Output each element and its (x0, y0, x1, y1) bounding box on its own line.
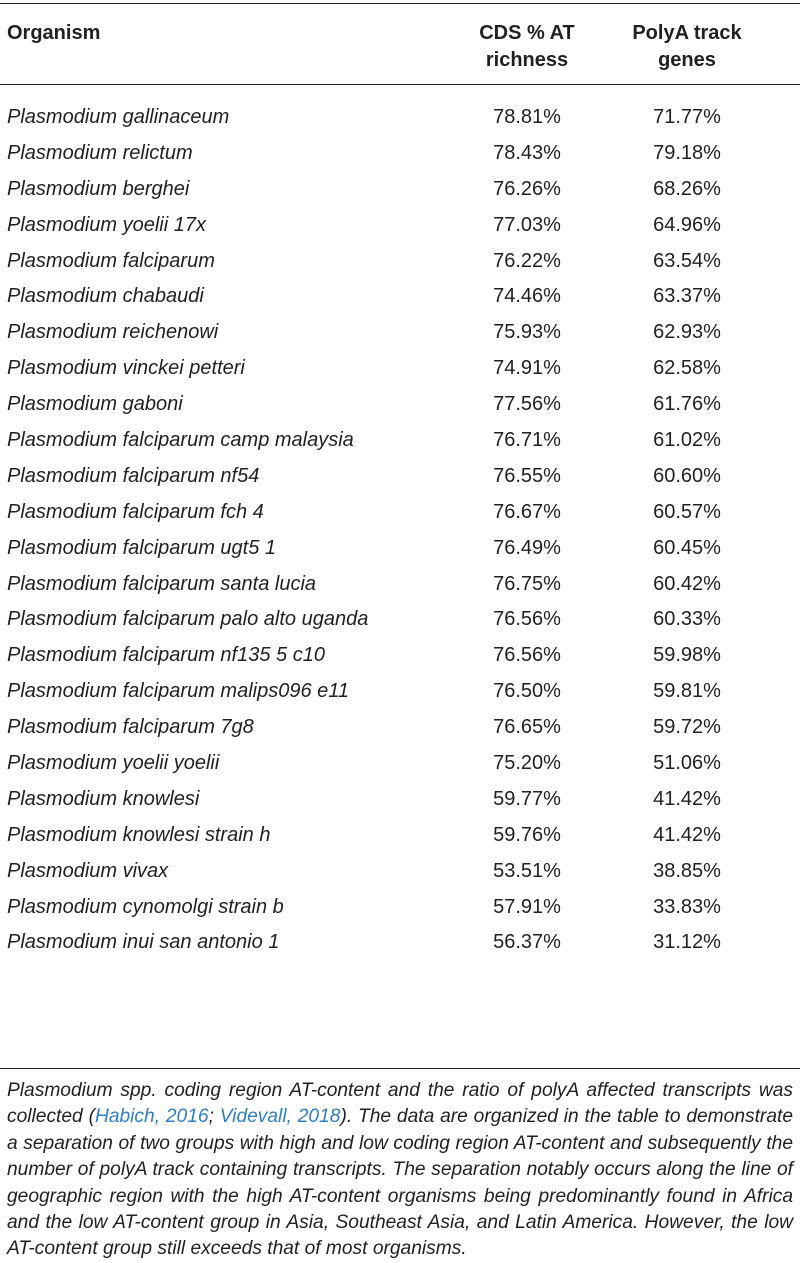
cds-cell: 78.43% (493, 141, 561, 164)
cds-cell: 59.76% (493, 823, 561, 846)
polya-cell: 62.93% (653, 321, 721, 344)
cds-cell: 76.75% (493, 572, 561, 595)
cds-cell: 75.93% (493, 321, 561, 344)
organism-cell: Plasmodium yoelii yoelii (7, 752, 220, 775)
polya-cell: 63.37% (653, 285, 721, 308)
organism-cell: Plasmodium falciparum ugt5 1 (7, 536, 277, 559)
table-header-rule (0, 84, 800, 85)
table-row (0, 817, 800, 853)
polya-cell: 79.18% (653, 141, 721, 164)
organism-cell: Plasmodium falciparum malips096 e11 (7, 680, 350, 703)
organism-cell: Plasmodium berghei (7, 177, 190, 200)
polya-cell: 60.42% (653, 572, 721, 595)
organism-cell: Plasmodium gaboni (7, 393, 183, 416)
polya-cell: 51.06% (653, 752, 721, 775)
header-polya-line2: genes (658, 49, 716, 71)
table-row (0, 637, 800, 673)
header-polya-line1: PolyA track (632, 22, 742, 44)
polya-cell: 64.96% (653, 213, 721, 236)
caption-separator: ; (208, 1106, 220, 1128)
table-row (0, 458, 800, 494)
organism-cell: Plasmodium falciparum camp malaysia (7, 429, 354, 452)
table-row (0, 494, 800, 530)
cds-cell: 59.77% (493, 787, 561, 810)
organism-cell: Plasmodium cynomolgi strain b (7, 895, 284, 918)
table-row (0, 314, 800, 350)
polya-cell: 41.42% (653, 823, 721, 846)
cds-cell: 57.91% (493, 895, 561, 918)
organism-cell: Plasmodium relictum (7, 141, 193, 164)
header-organism: Organism (7, 22, 101, 44)
polya-cell: 33.83% (653, 895, 721, 918)
header-polya-track-genes (592, 20, 782, 74)
cds-cell: 76.55% (493, 464, 561, 487)
table-row (0, 924, 800, 960)
cds-cell: 76.22% (493, 249, 561, 272)
cds-cell: 74.46% (493, 285, 561, 308)
cds-cell: 76.26% (493, 177, 561, 200)
table-row (0, 530, 800, 566)
organism-cell: Plasmodium vivax (7, 859, 169, 882)
polya-cell: 59.72% (653, 716, 721, 739)
polya-cell: 68.26% (653, 177, 721, 200)
polya-cell: 60.60% (653, 464, 721, 487)
cds-cell: 76.56% (493, 608, 561, 631)
caption-text-before: Plasmodium spp. coding region AT-content and the ratio of polyA affected transcripts was collected ( (7, 1080, 793, 1128)
polya-cell: 71.77% (653, 106, 721, 128)
organism-cell: Plasmodium chabaudi (7, 285, 204, 308)
cds-cell: 53.51% (493, 859, 561, 882)
cds-cell: 76.49% (493, 536, 561, 559)
table-row (0, 171, 800, 207)
polya-cell: 61.02% (653, 429, 721, 452)
polya-cell: 38.85% (653, 859, 721, 882)
cds-cell: 77.56% (493, 393, 561, 416)
organism-cell: Plasmodium knowlesi strain h (7, 823, 271, 846)
table-row (0, 386, 800, 422)
organism-cell: Plasmodium knowlesi (7, 787, 200, 810)
cds-cell: 76.56% (493, 644, 561, 667)
table-row (0, 781, 800, 817)
cds-cell: 75.20% (493, 752, 561, 775)
cds-cell: 56.37% (493, 931, 561, 954)
polya-cell: 41.42% (653, 787, 721, 810)
cds-cell: 76.67% (493, 500, 561, 523)
table-row (0, 853, 800, 889)
table-body (0, 99, 800, 960)
header-cds-line1: CDS % AT (479, 22, 575, 44)
table-bottom-rule (0, 1068, 800, 1069)
table-row (0, 135, 800, 171)
polya-cell: 62.58% (653, 357, 721, 380)
table-row (0, 601, 800, 637)
caption-ref-habich[interactable]: Habich, 2016 (94, 1106, 209, 1128)
cds-cell: 78.81% (493, 106, 561, 128)
table-row (0, 889, 800, 925)
table-row (0, 709, 800, 745)
table-row (0, 99, 800, 135)
table-row (0, 350, 800, 386)
table-caption (7, 1078, 793, 1263)
organism-cell: Plasmodium falciparum 7g8 (7, 716, 254, 739)
polya-cell: 60.45% (653, 536, 721, 559)
table-header (0, 3, 800, 84)
organism-cell: Plasmodium falciparum palo alto uganda (7, 608, 369, 631)
polya-cell: 31.12% (653, 931, 721, 954)
organism-cell: Plasmodium gallinaceum (7, 106, 230, 128)
table-row (0, 207, 800, 243)
organism-cell: Plasmodium falciparum santa lucia (7, 572, 317, 595)
table-row (0, 422, 800, 458)
polya-cell: 59.81% (653, 680, 721, 703)
table-row (0, 243, 800, 279)
caption-ref-videvall[interactable]: Videvall, 2018 (219, 1106, 341, 1128)
table-row (0, 673, 800, 709)
organism-cell: Plasmodium yoelii 17x (7, 213, 206, 236)
polya-cell: 60.57% (653, 500, 721, 523)
organism-cell: Plasmodium vinckei petteri (7, 357, 245, 380)
header-cds-line2: richness (485, 49, 569, 71)
polya-cell: 61.76% (653, 393, 721, 416)
table-row (0, 566, 800, 602)
cds-cell: 76.50% (493, 680, 561, 703)
table-row (0, 745, 800, 781)
polya-cell: 63.54% (653, 249, 721, 272)
cds-cell: 76.65% (493, 716, 561, 739)
cds-cell: 74.91% (493, 357, 561, 380)
organism-cell: Plasmodium reichenowi (7, 321, 219, 344)
polya-cell: 59.98% (653, 644, 721, 667)
organism-cell: Plasmodium falciparum (7, 249, 215, 272)
cds-cell: 76.71% (493, 429, 561, 452)
caption-text-after: ). The data are organized in the table to demonstrate a separation of two groups with high and low coding region AT-content and subsequently the number of polyA track containing transcripts. The separation notably occurs along the line of geographic region with the high AT-content organisms being predominantly found in Africa and the low AT-content group in Asia, Southeast Asia, and Latin America. However, the low AT-content group still exceeds that of most organisms. (7, 1106, 793, 1260)
organism-cell: Plasmodium inui san antonio 1 (7, 931, 280, 954)
cds-cell: 77.03% (493, 213, 561, 236)
organism-cell: Plasmodium falciparum fch 4 (7, 500, 264, 523)
organism-cell: Plasmodium falciparum nf54 (7, 464, 260, 487)
polya-cell: 60.33% (653, 608, 721, 631)
table-row (0, 278, 800, 314)
organism-cell: Plasmodium falciparum nf135 5 c10 (7, 644, 325, 667)
